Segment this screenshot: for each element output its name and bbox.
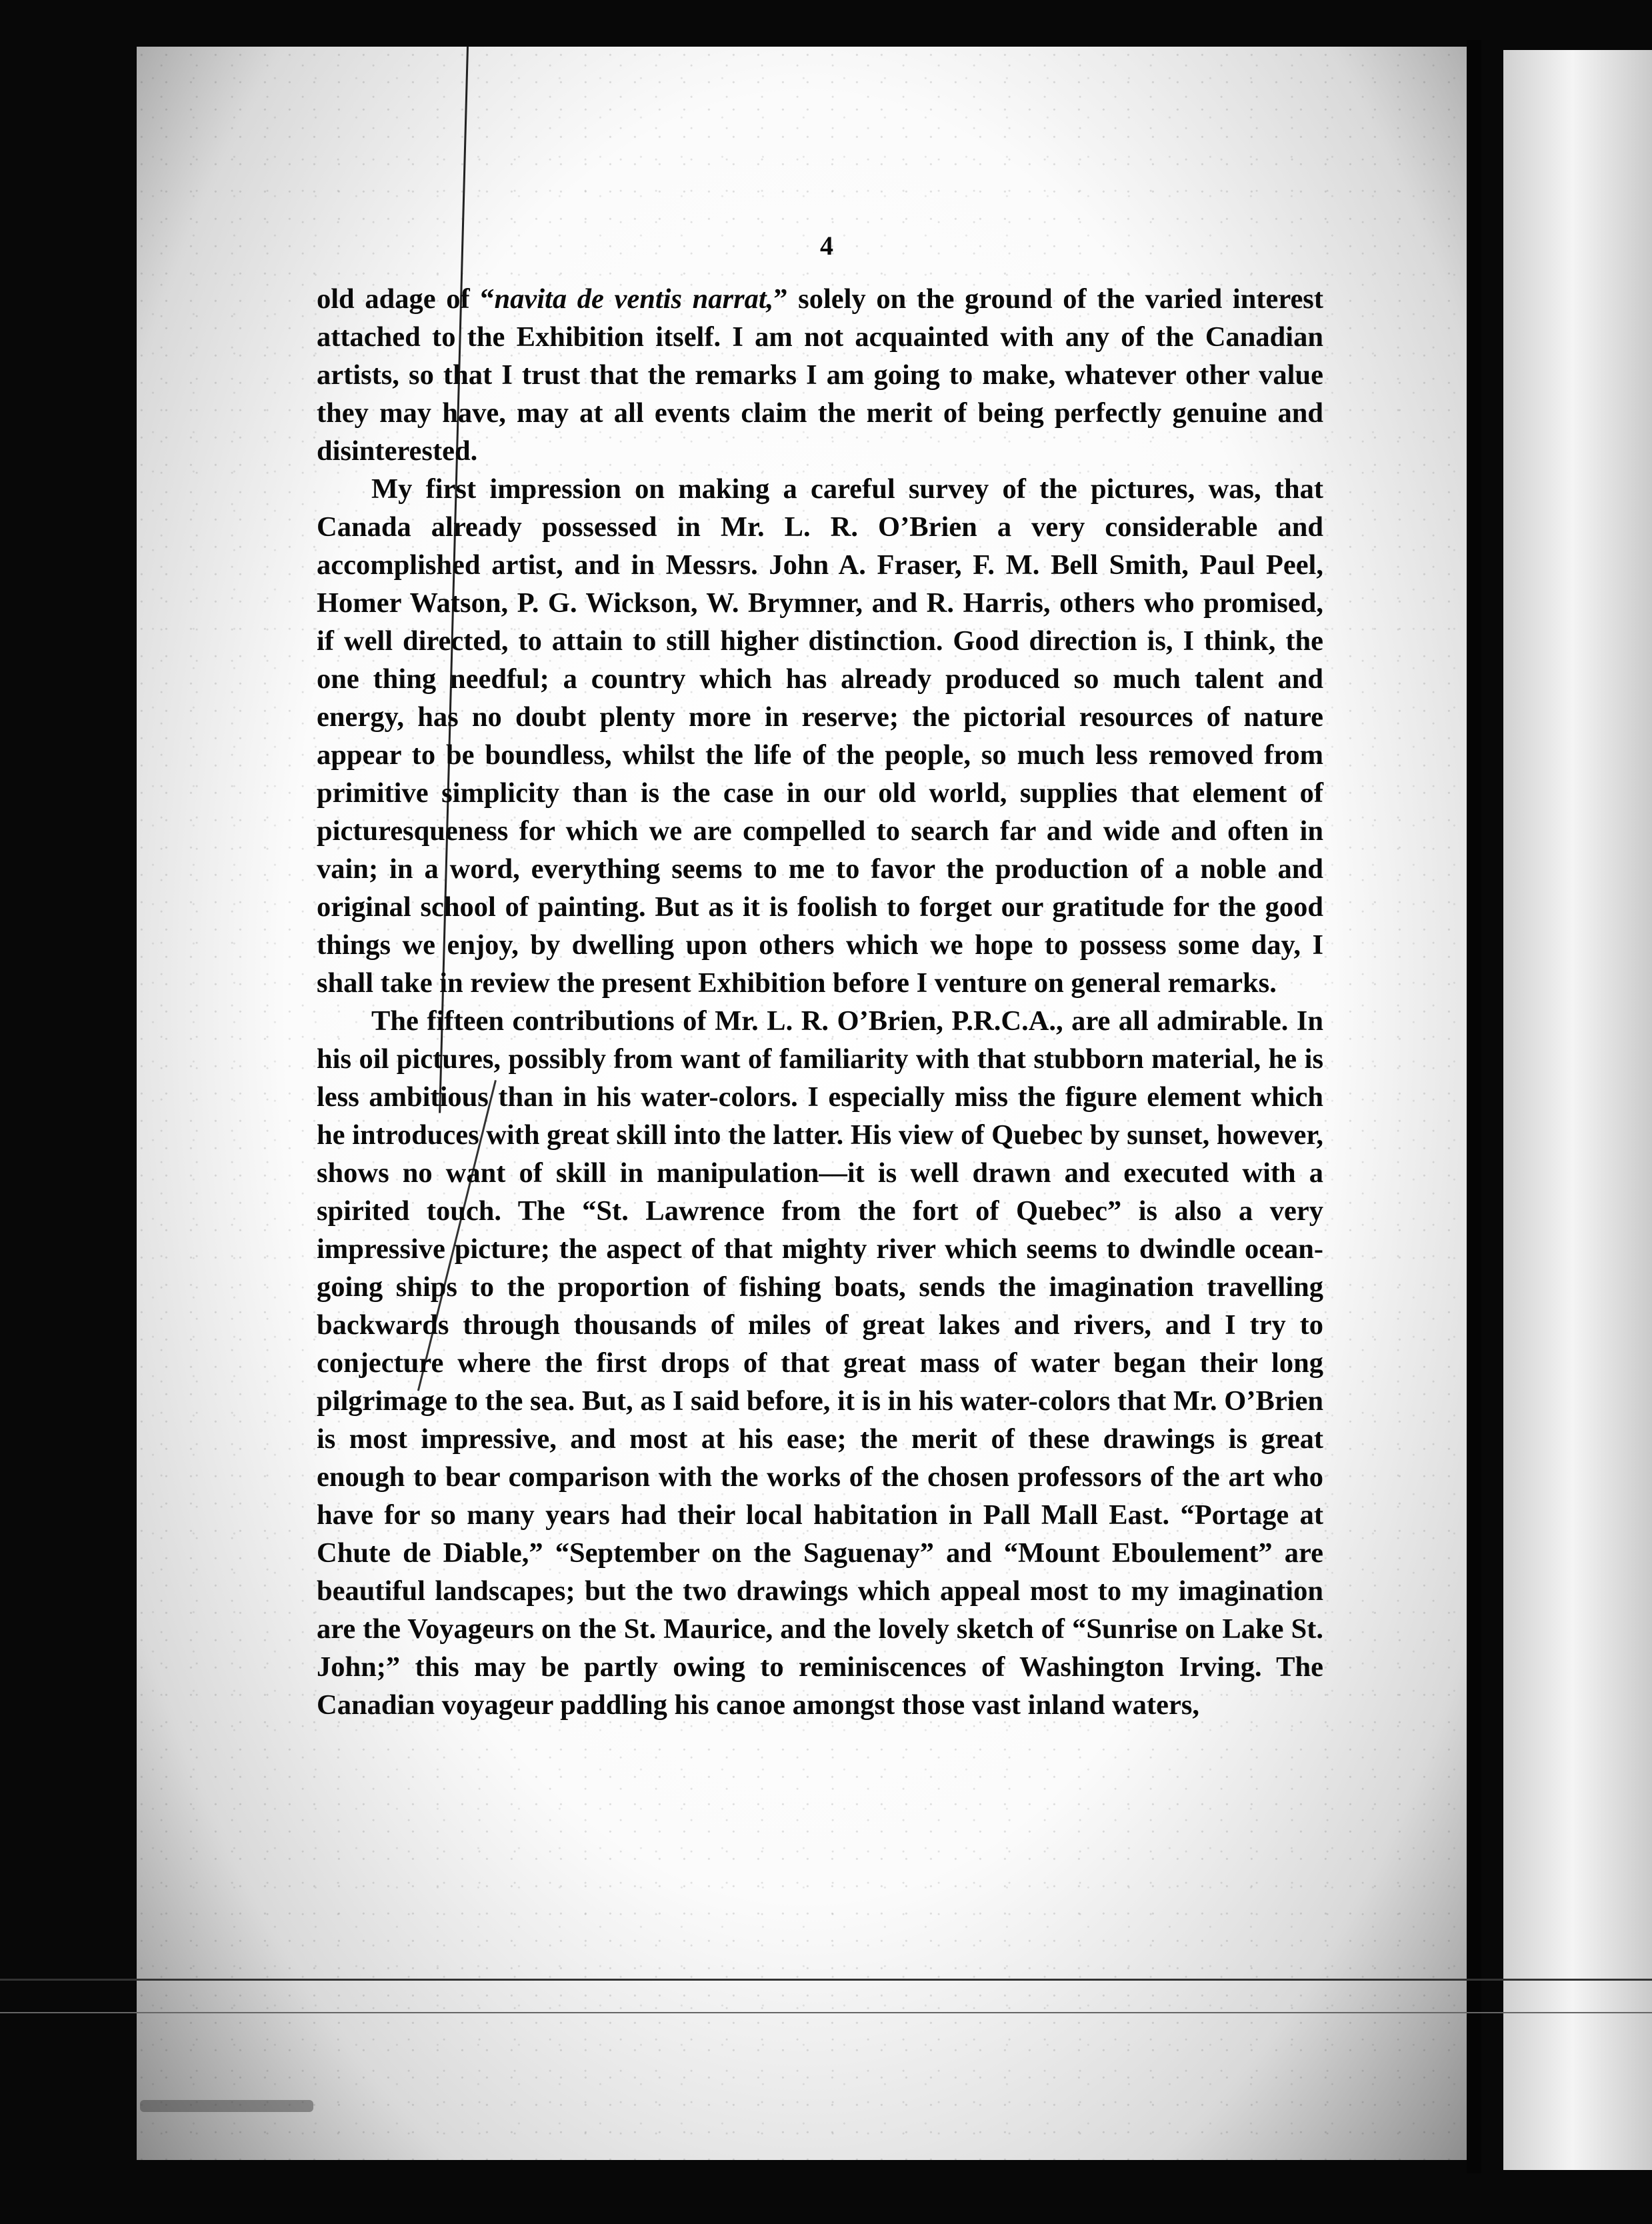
facing-page-edge <box>1503 50 1652 2170</box>
bottom-smudge <box>140 2100 313 2112</box>
latin-phrase: navita de ventis narrat, <box>494 283 774 315</box>
paragraph-1-start: old adage of “ <box>317 283 495 315</box>
scan-artifact-line <box>0 1979 1652 1981</box>
body-text <box>317 280 1323 1724</box>
paragraph-3: The fifteen contributions of Mr. L. R. O’Brien, P.R.C.A., are all admirable. In his oil pictures, possibly from want of familiarity with that stubborn material, he is less ambitious than in his water-colors. I especially miss the figure element which he introduces with great skill into the latter. His view of Quebec by sunset, however, shows no want of skill in manipulation—it is well drawn and executed with a spirited touch. The “St. Lawrence from the fort of Quebec” is also a very impressive picture; the aspect of that mighty river which seems to dwindle ocean-going ships to the proportion of fishing boats, sends the imagination travelling backwards through thousands of miles of great lakes and rivers, and I try to conjecture where the first drops of that great mass of water began their long pilgrimage to the sea. But, as I said before, it is in his water-colors that Mr. O’Brien is most impressive, and most at his ease; the merit of these drawings is great enough to bear comparison with the works of the chosen professors of the art who have for so many years had their local habitation in Pall Mall East. “Portage at Chute de Diable,” “September on the Saguenay” and “Mount Eboulement” are beautiful landscapes; but the two drawings which appeal most to my imagination are the Voyageurs on the St. Maurice, and the lovely sketch of “Sunrise on Lake St. John;” this may be partly owing to reminiscences of Washington Irving. The Canadian voyageur paddling his canoe amongst those vast inland waters, <box>317 1005 1323 1721</box>
paragraph-1-rest: ” solely on the ground of the varied interest attached to the Exhibition itself. I am not acquainted with any of the Canadian artists, so that I trust that the remarks I am going to make, whatever other value they may have, may at all events claim the merit of being perfectly genuine and disinterested. <box>317 283 1323 467</box>
scan-artifact-line-2 <box>0 2012 1652 2013</box>
paragraph-2: My first impression on making a careful survey of the pictures, was, that Canada already possessed in Mr. L. R. O’Brien a very considerable and accomplished artist, and in Messrs. John A. Fraser, F. M. Bell Smith, Paul Peel, Homer Watson, P. G. Wickson, W. Brymner, and R. Harris, others who promised, if well directed, to attain to still higher distinction. Good direction is, I think, the one thing needful; a country which has already produced so much talent and energy, has no doubt plenty more in reserve; the pictorial resources of nature appear to be boundless, whilst the life of the people, so much less removed from primitive simplicity than is the case in our old world, supplies that element of picturesqueness for which we are compelled to search far and wide and often in vain; in a word, everything seems to me to favor the production of a noble and original school of painting. But as it is foolish to forget our gratitude for the good things we enjoy, by dwelling upon others which we hope to possess some day, I shall take in review the present Exhibition before I venture on general remarks. <box>317 473 1323 999</box>
binding-shadow <box>1467 40 1481 2173</box>
paragraph-1 <box>317 280 1323 470</box>
page-number: 4 <box>820 231 833 261</box>
